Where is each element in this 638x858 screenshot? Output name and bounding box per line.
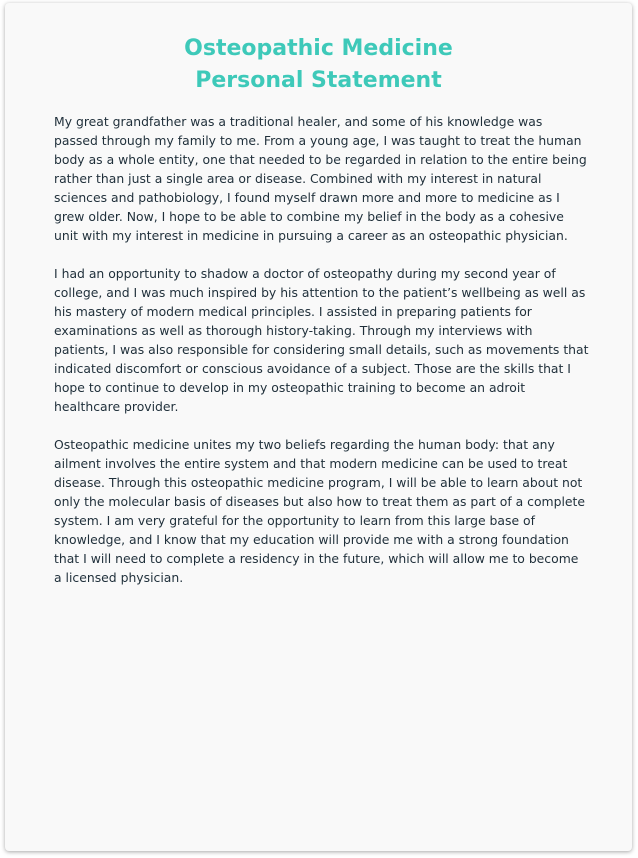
document-title bbox=[5, 33, 632, 97]
document-body bbox=[54, 112, 589, 606]
document-page bbox=[5, 3, 632, 851]
paragraph-3: Osteopathic medicine unites my two beliefs regarding the human body: that any ailment involves the entire system and that modern medicine can be used to treat disease. Through this osteopathic medicine program, I will be able to learn about not only the molecular basis of diseases but also how to treat them as part of a complete system. I am very grateful for the opportunity to learn from this large base of knowledge, and I know that my education will provide me with a strong foundation that I will need to complete a residency in the future, which will allow me to become a licensed physician. bbox=[54, 437, 586, 585]
title-line-1: Osteopathic Medicine bbox=[184, 36, 453, 61]
paragraph-1: My great grandfather was a traditional healer, and some of his knowledge was passed through my family to me. From a young age, I was taught to treat the human body as a whole entity, one that needed to be regarded in relation to the entire being rather than just a single area or disease. Combined with my interest in natural sciences and pathobiology, I found myself drawn more and more to medicine as I grew older. Now, I hope to be able to combine my belief in the body as a cohesive unit with my interest in medicine in pursuing a career as an osteopathic physician. bbox=[54, 114, 587, 243]
title-line-2: Personal Statement bbox=[195, 68, 442, 93]
paragraph-2: I had an opportunity to shadow a doctor of osteopathy during my second year of college, and I was much inspired by his attention to the patient’s wellbeing as well as his mastery of modern medical principles. I assisted in preparing patients for examinations as well as thorough history-taking. Through my interviews with patients, I was also responsible for considering small details, such as movements that indicated discomfort or conscious avoidance of a subject. Those are the skills that I hope to continue to develop in my osteopathic training to become an adroit healthcare provider. bbox=[54, 266, 589, 414]
